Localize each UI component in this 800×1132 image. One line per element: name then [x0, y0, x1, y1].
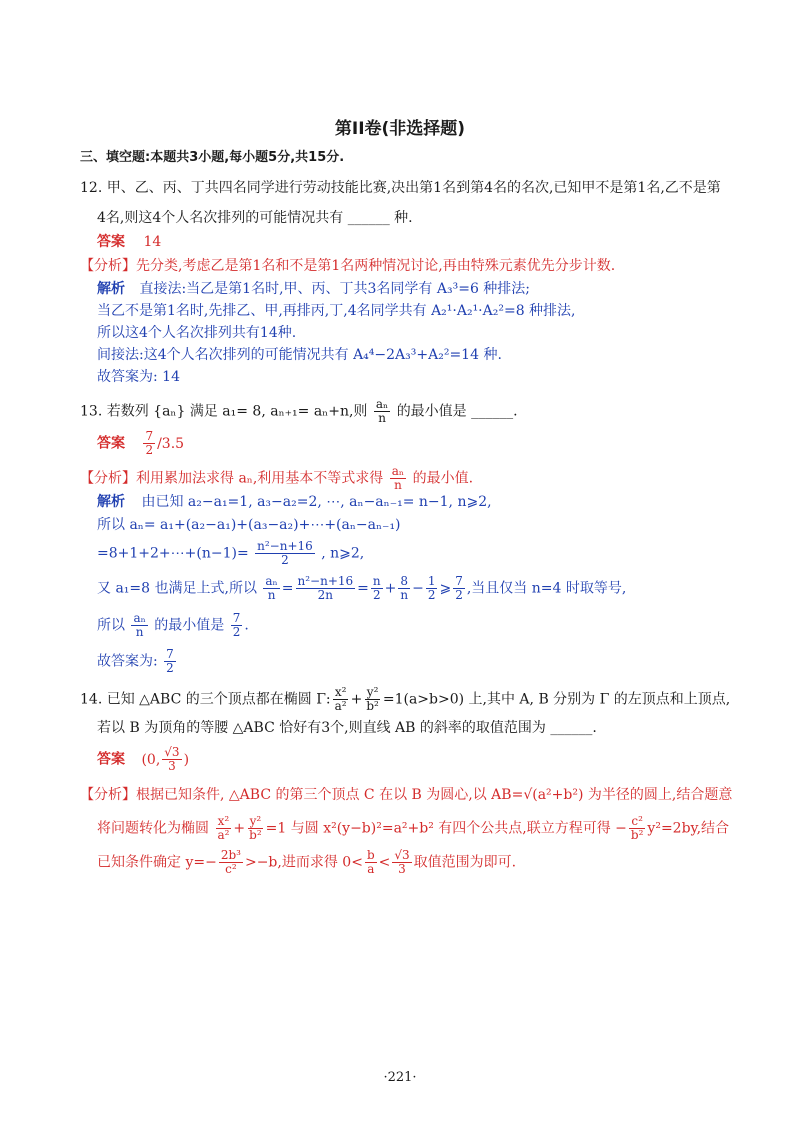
fraction: $\frac{\text{aₙ}}{n}$	[133, 611, 146, 639]
fraction: $\frac{\text{y²}}{\text{b²}}$	[366, 685, 379, 713]
q13-stem-text: 13. 若数列 {aₙ} 满足 a₁= 8, aₙ₊₁= aₙ+n,则	[80, 403, 368, 420]
q14-analysis-line2: 将问题转化为椭圆 $\frac{\text{x²}}{\text{a²}}$ + $\frac{\text{y²}}{\text{b²}}$ =1 与圆 x²(y−b)²=a²+b² 有四个公共点,联立方程可得 − $\frac{\text{c²}}{\text{b²}}$ y²=2by,结合	[97, 814, 730, 842]
solution-label: 解析	[97, 281, 125, 297]
q14-stem-line1: 14. 已知 △ABC 的三个顶点都在椭圆 Γ: $\frac{\text{x²}}{\text{a²}}$ + $\frac{\text{y²}}{\text{b²}}$ =1(a>b>0) 上,其中 A, B 分别为 Γ 的左顶点和上顶点,	[80, 685, 731, 713]
q14-stem-line2: 若以 B 为顶角的等腰 △ABC 恰好有3个,则直线 AB 的斜率的取值范围为 ______.	[97, 720, 597, 736]
fraction: $\frac{\text{2b³}}{\text{c²}}$	[220, 848, 241, 876]
answer-label: 答案	[97, 234, 125, 250]
answer-fraction: $\frac{7}{2}$	[145, 429, 154, 457]
q12-stem-line1: 12. 甲、乙、丙、丁共四名同学进行劳动技能比赛,决出第1名到第4名的名次,已知甲不是第1名,乙不是第	[80, 180, 721, 196]
q12-stem-line2: 4名,则这4个人名次排列的可能情况共有 ______ 种.	[97, 210, 413, 226]
q13-solution-line4: 又 a₁=8 也满足上式,所以 $\frac{\text{aₙ}}{n}$ = $\frac{\text{n²−n+16}}{2n}$ = $\frac{n}{2}$ + $\frac{8}{n}$ − $\frac{1}{2}$ ⩾ $\frac{7}{2}$ ,当且仅当 n=4 时取等号,	[97, 574, 627, 602]
q13-solution-line5: 所以 $\frac{\text{aₙ}}{n}$ 的最小值是 $\frac{7}{2}$ .	[97, 611, 249, 639]
q13-analysis: 【分析】利用累加法求得 aₙ,利用基本不等式求得 $\frac{\text{aₙ}}{n}$ 的最小值.	[80, 464, 474, 492]
fraction: $\frac{\text{n²−n+16}}{2n}$	[297, 574, 354, 602]
answer-value: 14	[143, 234, 162, 250]
q13-stem-fraction: $\frac{\text{aₙ}}{n}$	[375, 397, 389, 425]
q12-solution-line4: 间接法:这4个人名次排列的可能情况共有 A₄⁴−2A₃³+A₂²=14 种.	[97, 347, 502, 363]
page-number: ·221·	[383, 1070, 417, 1085]
q12-answer	[97, 232, 161, 252]
section-header: 三、填空题:本题共3小题,每小题5分,共15分.	[80, 150, 345, 165]
fraction: $\frac{√3}{3}$	[394, 848, 410, 876]
solution-text: 直接法:当乙是第1名时,甲、丙、丁共3名同学有 A₃³=6 种排法;	[139, 281, 531, 297]
fraction: $\frac{\text{aₙ}}{n}$	[265, 574, 278, 602]
analysis-fraction: $\frac{\text{aₙ}}{n}$	[391, 464, 405, 492]
q13-solution-line3: =8+1+2+⋯+(n−1)= $\frac{\text{n²−n+16}}{2}$ , n⩾2,	[97, 539, 365, 567]
q14-answer	[97, 746, 189, 773]
q12-solution-line2: 当乙不是第1名时,先排乙、甲,再排丙,丁,4名同学共有 A₂¹·A₂¹·A₂²=8 种排法,	[97, 303, 576, 319]
page-title: 第II卷(非选择题)	[334, 119, 466, 139]
q13-answer	[97, 430, 184, 457]
q13-stem	[80, 398, 518, 425]
q14-analysis-line3: 已知条件确定 y=− $\frac{\text{2b³}}{\text{c²}}$ >−b,进而求得 0< $\frac{b}{a}$ < $\frac{√3}{3}$ 取值范围为即可.	[97, 848, 517, 876]
q14-analysis-line1: 【分析】根据已知条件, △ABC 的第三个顶点 C 在以 B 为圆心,以 AB=√(a²+b²) 为半径的圆上,结合题意	[80, 787, 733, 803]
fraction: $\frac{b}{a}$	[366, 848, 375, 876]
fraction: $\frac{\text{y²}}{\text{b²}}$	[249, 814, 262, 842]
fraction: $\frac{7}{2}$	[232, 611, 241, 639]
fraction: $\frac{7}{2}$	[455, 574, 463, 602]
fraction: $\frac{\text{x²}}{\text{a²}}$	[334, 685, 347, 713]
fraction: $\frac{8}{n}$	[400, 574, 409, 602]
fraction: $\frac{7}{2}$	[166, 647, 174, 675]
fraction: $\frac{√3}{3}$	[164, 745, 180, 773]
answer-label: 答案	[97, 751, 125, 768]
fraction: $\frac{1}{2}$	[427, 574, 436, 602]
answer-value: (0, $\frac{√3}{3}$ )	[141, 745, 190, 773]
q13-stem-text-end: 的最小值是 ______.	[396, 403, 518, 420]
answer-value: $\frac{7}{2}$ /3.5	[145, 429, 185, 457]
fraction: $\frac{\text{c²}}{\text{b²}}$	[630, 814, 644, 842]
q12-solution-line5: 故答案为: 14	[97, 369, 180, 385]
solution-label: 解析	[97, 494, 125, 510]
q12-solution-line1	[97, 279, 530, 299]
answer-label: 答案	[97, 435, 125, 452]
fraction: $\frac{\text{x²}}{\text{a²}}$	[217, 814, 230, 842]
q13-solution-line1: 解析 由已知 a₂−a₁=1, a₃−a₂=2, ⋯, aₙ−aₙ₋₁= n−1, n⩾2,	[97, 494, 492, 510]
q12-solution-line3: 所以这4个人名次排列共有14种.	[97, 325, 297, 341]
q13-solution-line6: 故答案为: $\frac{7}{2}$	[97, 647, 174, 675]
solution-fraction: $\frac{\text{n²−n+16}}{2}$	[257, 539, 313, 567]
q13-solution-line2: 所以 aₙ= a₁+(a₂−a₁)+(a₃−a₂)+⋯+(aₙ−aₙ₋₁)	[97, 517, 401, 533]
fraction: $\frac{n}{2}$	[372, 574, 381, 602]
q12-analysis: 【分析】先分类,考虑乙是第1名和不是第1名两种情况讨论,再由特殊元素优先分步计数.	[80, 258, 616, 274]
